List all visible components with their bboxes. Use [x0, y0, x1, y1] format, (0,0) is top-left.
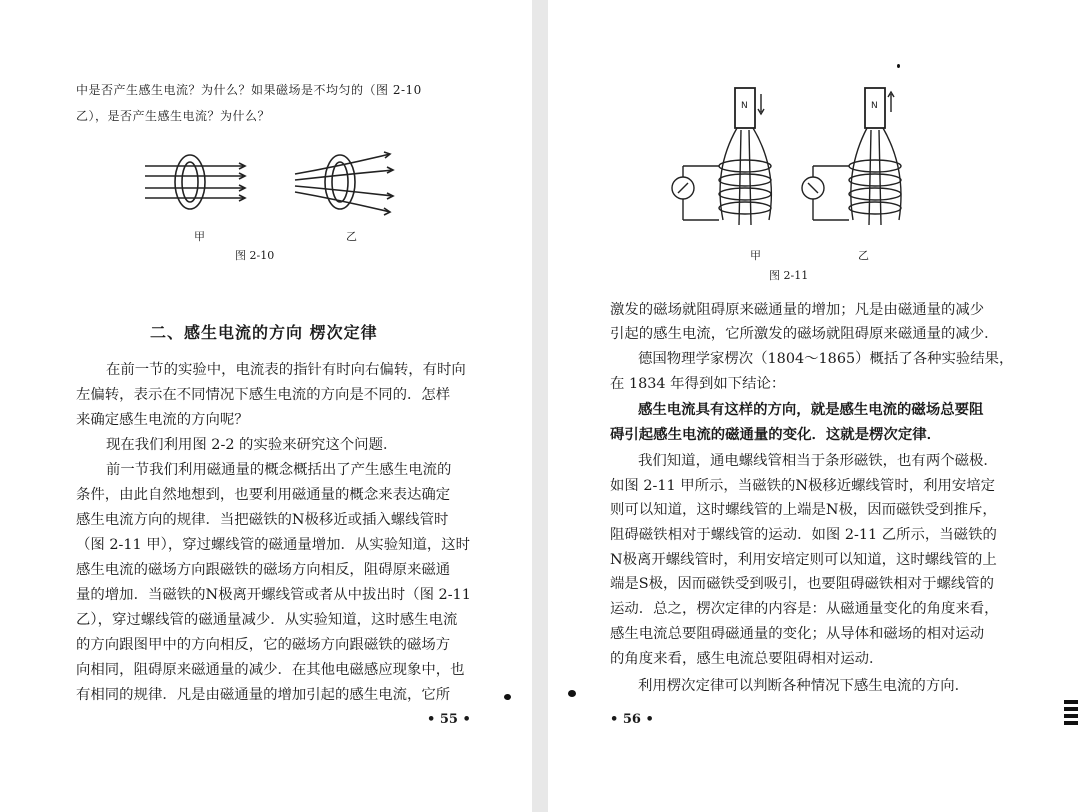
body-line-8: （图 2-11 甲），穿过螺线管的磁通量增加．从实验知道，这时: [76, 537, 471, 553]
body-line-8: 如图 2-11 甲所示，当磁铁的N极移近螺线管时，利用安培定: [610, 478, 996, 494]
body-line-1: 激发的磁场就阻碍原来磁通量的增加；凡是由磁通量的减少: [610, 302, 985, 318]
figure-label-jia: 甲: [194, 230, 205, 243]
body-line-15: 的角度来看，感生电流总要阻碍相对运动．: [610, 651, 884, 667]
lenz-law-line-1: 感生电流具有这样的方向，就是感生电流的磁场总要阻: [638, 401, 984, 418]
body-line-9: 感生电流的磁场方向跟磁铁的磁场方向相反，阻碍原来磁通: [76, 562, 451, 578]
scan-edge-mark: [1064, 700, 1078, 726]
body-line-14: 有相同的规律．凡是由磁通量的增加引起的感生电流，它所: [76, 687, 451, 703]
intro-line-1: 中是否产生感生电流？为什么？如果磁场是不均匀的（图 2-10: [76, 83, 422, 97]
scan-speck: [504, 694, 511, 700]
body-line-12: 的方向跟图甲中的方向相反，它的磁场方向跟磁铁的磁场方: [76, 637, 451, 653]
body-line-6: 条件，由此自然地想到，也要利用磁通量的概念来表达确定: [76, 487, 451, 503]
body-line-13: 向相同，阻碍原来磁通量的减少．在其他电磁感应现象中，也: [76, 662, 465, 678]
scan-speck: [897, 64, 900, 68]
intro-line-2: 乙），是否产生感生电流？为什么？: [76, 109, 271, 123]
figure-label-yi: 乙: [346, 230, 357, 243]
body-line-13: 运动．总之，楞次定律的内容是：从磁通量变化的角度来看，: [610, 601, 999, 617]
body-line-4: 在 1834 年得到如下结论：: [610, 376, 786, 392]
page-number-55: • 55 •: [427, 712, 471, 727]
body-line-2: 引起的感生电流，它所激发的磁场就阻碍原来磁通量的减少．: [610, 326, 999, 342]
body-line-3: 德国物理学家楞次（1804～1865）概括了各种实验结果，: [638, 351, 1014, 367]
body-line-1: 在前一节的实验中，电流表的指针有时向右偏转，有时向: [106, 362, 466, 378]
figure-2-10: [135, 148, 435, 228]
body-line-11: 乙），穿过螺线管的磁通量减少．从实验知道，这时感生电流: [76, 612, 458, 628]
body-line-12: 端是S极，因而磁铁受到吸引，也要阻碍磁铁相对于螺线管的: [610, 576, 995, 592]
figure-caption: 图 2-11: [769, 269, 809, 282]
solenoid-jia: [672, 88, 771, 225]
body-line-10: 量的增加．当磁铁的N极离开螺线管或者从中拔出时（图 2-11: [76, 587, 471, 603]
body-line-3: 来确定感生电流的方向呢？: [76, 412, 249, 428]
right-page: [548, 0, 1080, 812]
body-line-7: 感生电流方向的规律．当把磁铁的N极移近或插入螺线管时: [76, 512, 449, 528]
loop-uniform-field: [145, 155, 245, 209]
scan-speck: [568, 690, 576, 697]
body-line-16: 利用楞次定律可以判断各种情况下感生电流的方向．: [638, 678, 969, 694]
body-line-7: 我们知道，通电螺线管相当于条形磁铁，也有两个磁极．: [638, 453, 998, 469]
lenz-law-line-2: 碍引起感生电流的磁通量的变化．这就是楞次定律．: [610, 426, 941, 443]
body-line-11: N极离开螺线管时，利用安培定则可以知道，这时螺线管的上: [610, 552, 997, 568]
section-heading: 二、感生电流的方向 楞次定律: [150, 323, 378, 342]
body-line-5: 前一节我们利用磁通量的概念概括出了产生感生电流的: [106, 462, 452, 478]
figure-label-jia: 甲: [750, 249, 761, 262]
book-gutter: [532, 0, 548, 812]
figure-label-yi: 乙: [858, 249, 869, 262]
page-number-56: • 56 •: [610, 712, 654, 727]
loop-nonuniform-field: [295, 152, 393, 215]
left-page: [0, 0, 532, 812]
solenoid-yi: [802, 88, 901, 225]
svg-text:N: N: [871, 101, 878, 111]
body-line-2: 左偏转，表示在不同情况下感生电流的方向是不同的．怎样: [76, 387, 451, 403]
figure-2-11: [673, 80, 973, 250]
body-line-4: 现在我们利用图 2-2 的实验来研究这个问题．: [106, 437, 398, 453]
svg-text:N: N: [741, 101, 748, 111]
body-line-14: 感生电流总要阻碍磁通量的变化；从导体和磁场的相对运动: [610, 626, 985, 642]
body-line-9: 则可以知道，这时螺线管的上端是N极，因而磁铁受到推斥，: [610, 502, 997, 518]
body-line-10: 阻碍磁铁相对于螺线管的运动．如图 2-11 乙所示，当磁铁的: [610, 527, 997, 543]
figure-caption: 图 2-10: [235, 249, 275, 262]
